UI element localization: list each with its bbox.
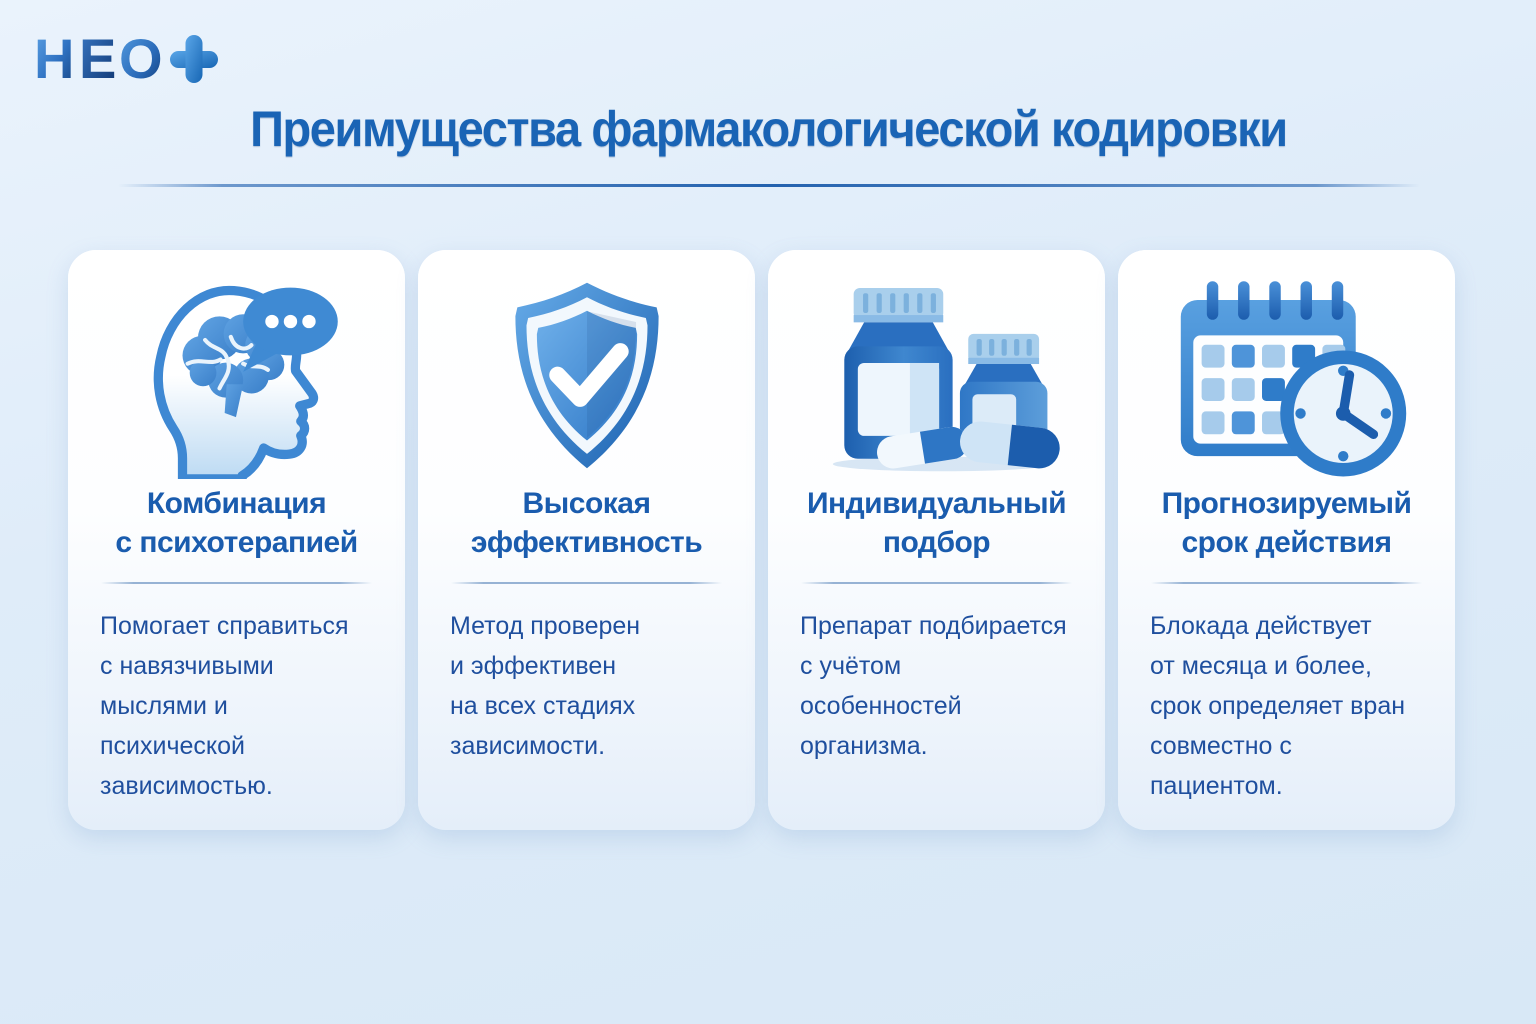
card-individual-selection	[768, 250, 1105, 830]
page-title: Преимущества фармакологической кодировки	[249, 101, 1287, 157]
card-divider	[801, 582, 1072, 584]
logo-letter-o: О	[119, 27, 163, 90]
card-title: Индивидуальный подбор	[806, 487, 1067, 559]
logo-letter-n: Н	[34, 27, 75, 90]
card-psychotherapy	[68, 250, 405, 830]
card-body: Помогает справиться с навязчивыми мыслями и психической зависимостью.	[100, 612, 349, 800]
card-body: Препарат подбирается с учётом особенностей организма.	[800, 612, 1067, 760]
card-title: Прогнозируемый срок действия	[1161, 487, 1412, 559]
logo-letter-e: Е	[79, 27, 117, 90]
benefit-cards	[68, 250, 1455, 806]
logo-plus-icon	[170, 35, 218, 83]
card-divider	[1151, 582, 1422, 584]
card-title: Комбинация с психотерапией	[115, 487, 358, 559]
card-divider	[451, 582, 722, 584]
neo-logo	[32, 26, 242, 97]
neo-logo-icon	[32, 26, 242, 92]
title-divider	[118, 184, 1420, 187]
card-divider	[101, 582, 372, 584]
calendar-clock-icon	[1166, 275, 1408, 477]
shield-checkmark-icon	[487, 273, 687, 479]
card-body: Блокада действует от месяца и более, срок определяет вран совместно с пациентом.	[1150, 612, 1406, 800]
card-body: Метод проверен и эффективен на всех стадиях зависимости.	[450, 612, 641, 760]
head-brain-speech-icon	[128, 273, 346, 479]
clock	[1287, 357, 1399, 469]
card-predictable-duration	[1118, 250, 1455, 830]
card-effectiveness	[418, 250, 755, 830]
medicine-bottles-icon	[812, 278, 1062, 474]
card-title: Высокая эффективность	[470, 487, 703, 559]
